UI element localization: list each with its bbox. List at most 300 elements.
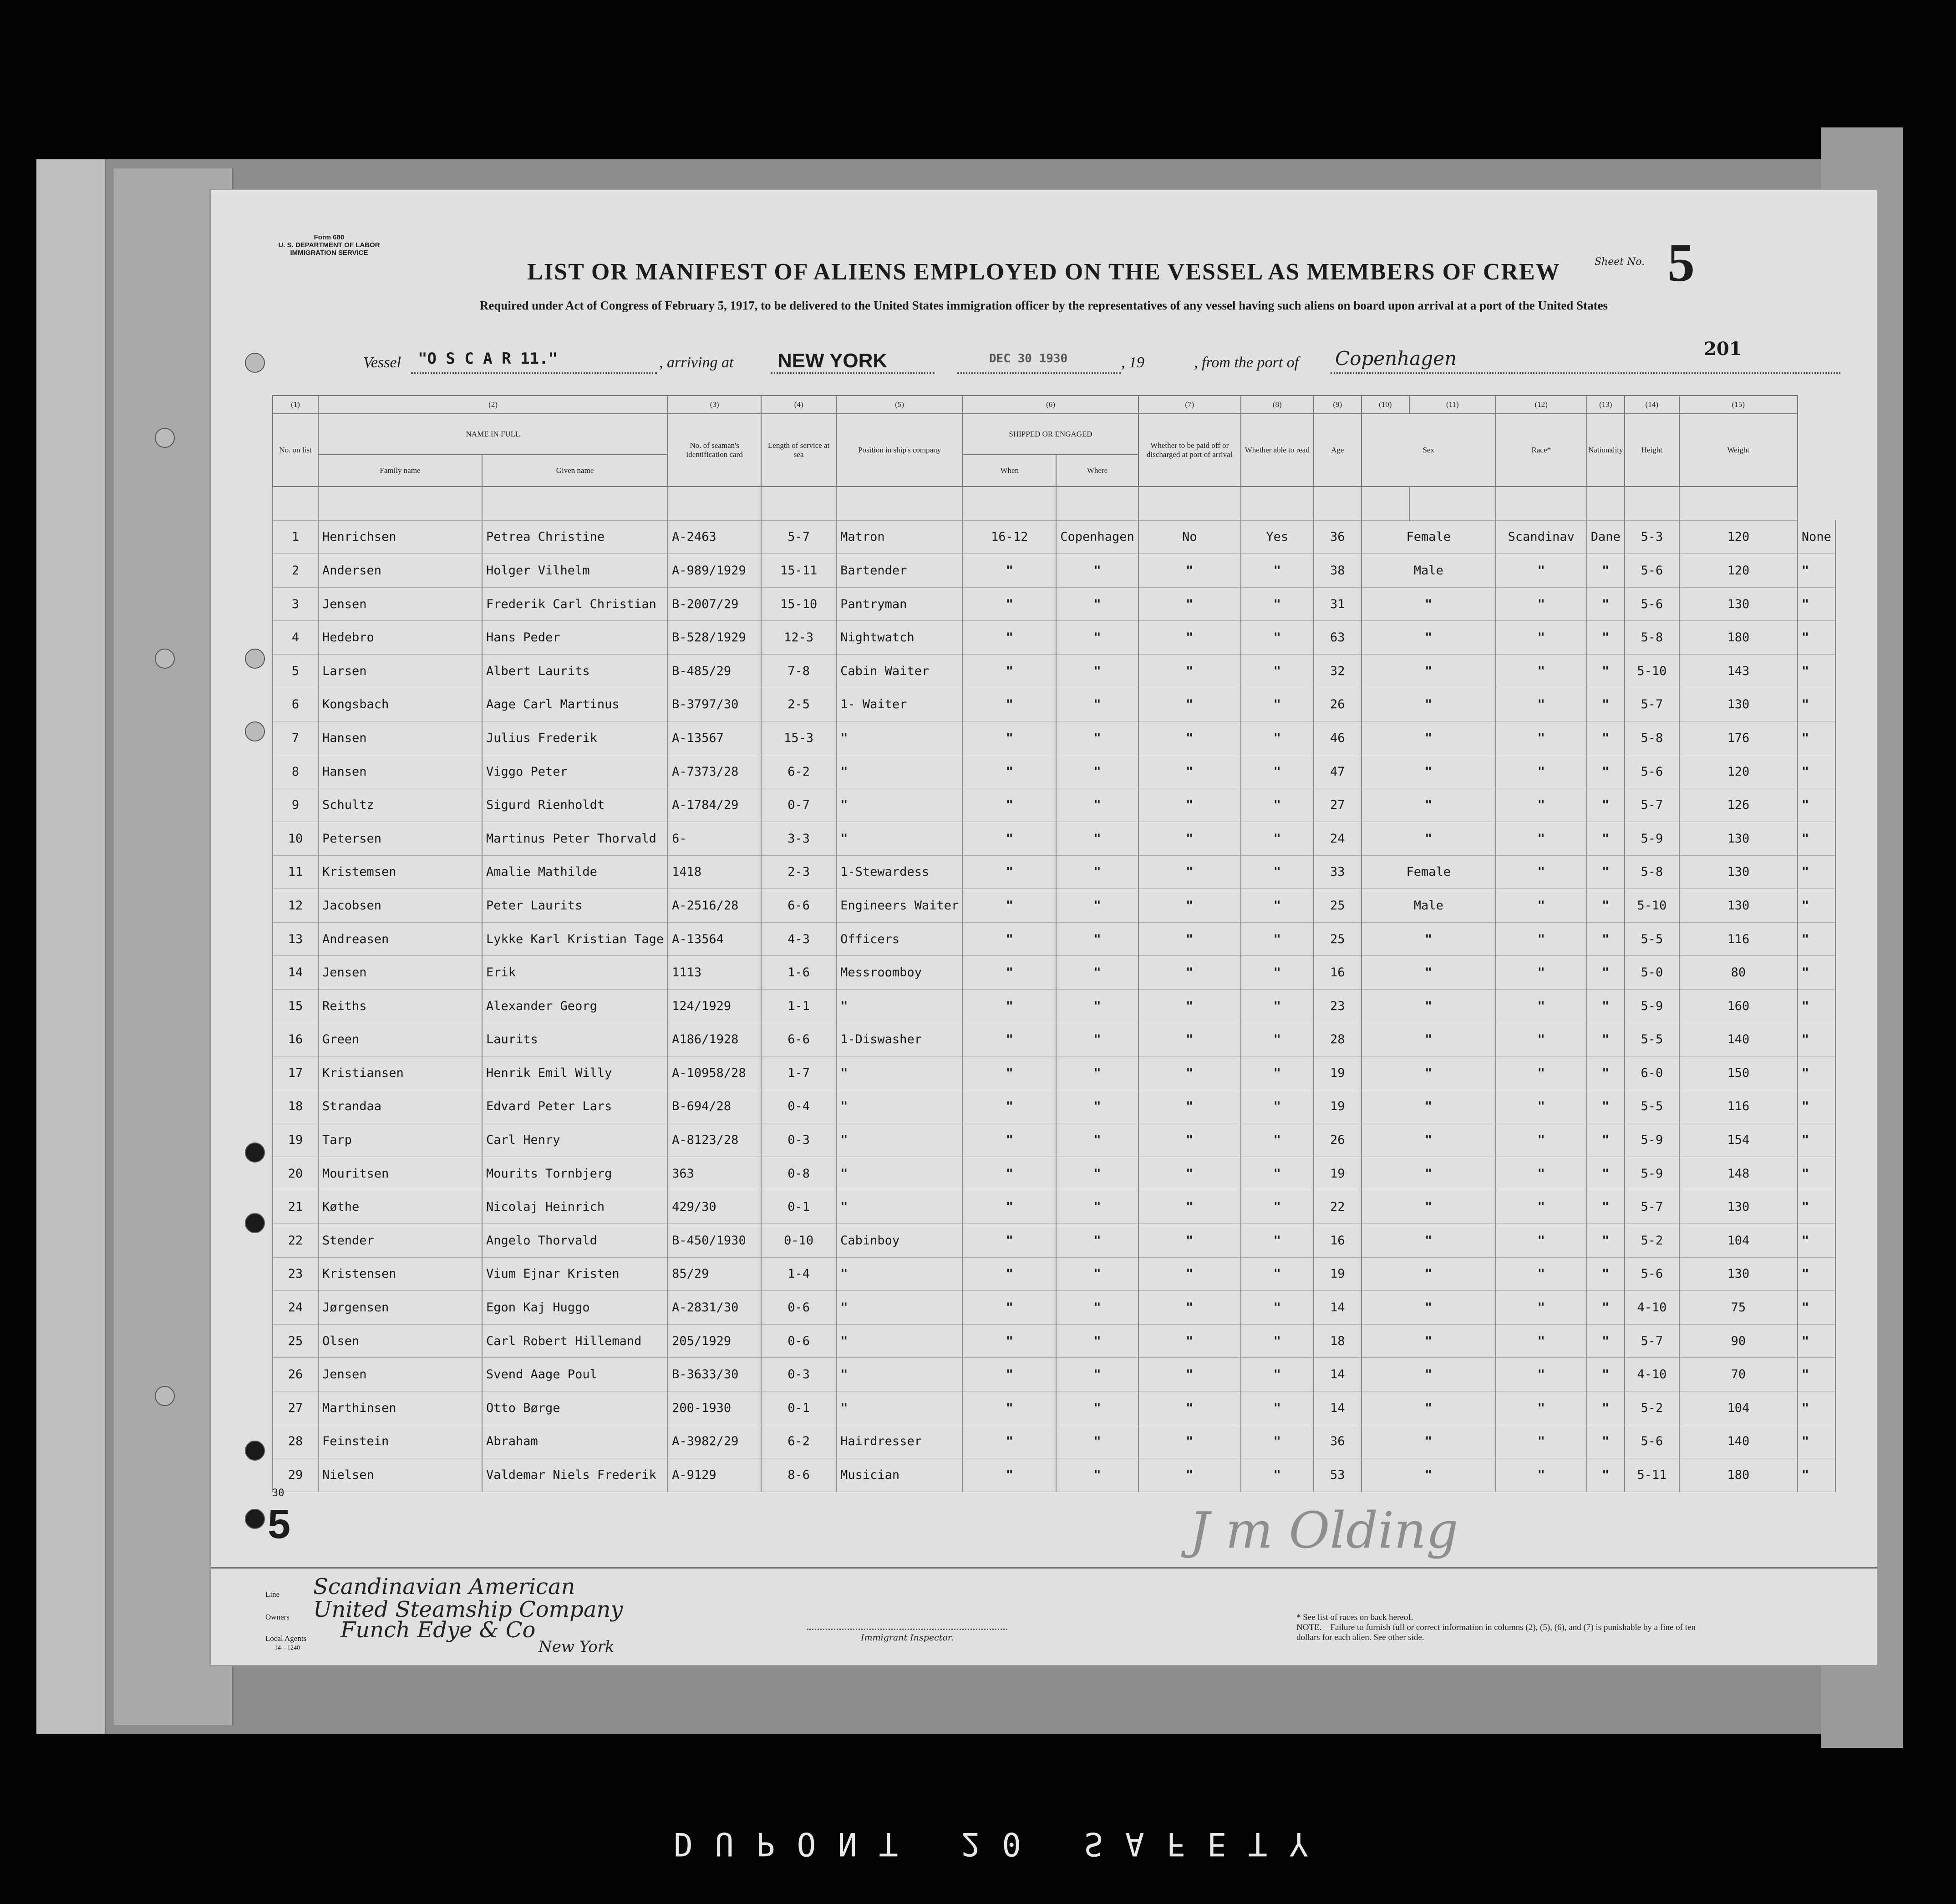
cell-weight: 70 xyxy=(1679,1358,1798,1391)
cell-service: 2-5 xyxy=(761,688,836,721)
cell-where: " xyxy=(1056,1123,1138,1157)
cell-paid: " xyxy=(1138,822,1241,855)
table-row xyxy=(273,822,1835,855)
arriving-port: NEW YORK xyxy=(777,350,888,372)
cell-marks: " xyxy=(1798,1157,1835,1190)
cell-service: 6-2 xyxy=(761,1425,836,1458)
cell-nationality: " xyxy=(1587,956,1625,990)
cell-no: 6 xyxy=(273,688,318,721)
cell-read: " xyxy=(1241,855,1314,889)
cell-family: Hansen xyxy=(318,721,482,755)
table-row xyxy=(273,1291,1835,1325)
cell-height: 5-6 xyxy=(1625,554,1679,588)
col-num-3: (3) xyxy=(668,396,761,414)
cell-family: Jensen xyxy=(318,956,482,990)
header-sex: Sex xyxy=(1362,414,1496,487)
cell-race: " xyxy=(1496,755,1587,788)
cell-marks: " xyxy=(1798,1425,1835,1458)
cell-card: B-3633/30 xyxy=(668,1358,761,1391)
arrival-date: DEC 30 1930 xyxy=(989,352,1068,366)
cell-read: " xyxy=(1241,654,1314,688)
cell-height: 5-10 xyxy=(1625,654,1679,688)
cell-card: B-528/1929 xyxy=(668,621,761,655)
table-row xyxy=(273,1324,1835,1358)
cell-where: " xyxy=(1056,1190,1138,1224)
cell-when: " xyxy=(963,1123,1056,1157)
cell-given: Svend Aage Poul xyxy=(482,1358,668,1391)
cell-sex: " xyxy=(1362,621,1496,655)
punch-hole xyxy=(155,1386,175,1406)
cell-weight: 160 xyxy=(1679,989,1798,1023)
cell-given: Vium Ejnar Kristen xyxy=(482,1257,668,1291)
cell-height: 5-6 xyxy=(1625,587,1679,621)
cell-position: " xyxy=(836,1291,963,1325)
cell-card: B-2007/29 xyxy=(668,587,761,621)
cell-race: " xyxy=(1496,1190,1587,1224)
cell-service: 1-4 xyxy=(761,1257,836,1291)
cell-no: 12 xyxy=(273,889,318,923)
footer-divider xyxy=(211,1567,1877,1569)
cell-family: Petersen xyxy=(318,822,482,855)
cell-paid: " xyxy=(1138,1056,1241,1090)
cell-sex: " xyxy=(1362,788,1496,822)
cell-card: 363 xyxy=(668,1157,761,1190)
cell-no: 28 xyxy=(273,1425,318,1458)
cell-card: A-1784/29 xyxy=(668,788,761,822)
cell-sex: Female xyxy=(1362,520,1496,554)
cell-no: 24 xyxy=(273,1291,318,1325)
header-position: Position in ship's company xyxy=(836,414,963,487)
cell-read: " xyxy=(1241,587,1314,621)
cell-height: 5-5 xyxy=(1625,1090,1679,1123)
cell-height: 5-2 xyxy=(1625,1224,1679,1258)
table-row xyxy=(273,1190,1835,1224)
cell-position: " xyxy=(836,989,963,1023)
cell-nationality: " xyxy=(1587,855,1625,889)
cell-marks: " xyxy=(1798,1123,1835,1157)
header-age: Age xyxy=(1314,414,1362,487)
col-num-5: (5) xyxy=(836,396,963,414)
page-number: 201 xyxy=(1704,338,1742,360)
table-row xyxy=(273,1458,1835,1492)
cell-no: 2 xyxy=(273,554,318,588)
cell-sex: " xyxy=(1362,1157,1496,1190)
col-num-4: (4) xyxy=(761,396,836,414)
cell-height: 5-6 xyxy=(1625,1425,1679,1458)
cell-sex: Male xyxy=(1362,889,1496,923)
cell-nationality: " xyxy=(1587,755,1625,788)
cell-family: Tarp xyxy=(318,1123,482,1157)
cell-nationality: " xyxy=(1587,1123,1625,1157)
cell-family: Strandaa xyxy=(318,1090,482,1123)
cell-weight: 116 xyxy=(1679,922,1798,956)
cell-marks: " xyxy=(1798,989,1835,1023)
cell-when: " xyxy=(963,1056,1056,1090)
vessel-underline xyxy=(411,372,657,374)
cell-height: 4-10 xyxy=(1625,1358,1679,1391)
cell-family: Nielsen xyxy=(318,1458,482,1492)
table-row xyxy=(273,721,1835,755)
cell-paid: " xyxy=(1138,1458,1241,1492)
cell-read: " xyxy=(1241,1190,1314,1224)
cell-nationality: " xyxy=(1587,1257,1625,1291)
cell-weight: 180 xyxy=(1679,621,1798,655)
cell-where: " xyxy=(1056,1157,1138,1190)
cell-marks: " xyxy=(1798,1190,1835,1224)
cell-card: B-3797/30 xyxy=(668,688,761,721)
page-title: LIST OR MANIFEST OF ALIENS EMPLOYED ON THE VESSEL AS MEMBERS OF CREW xyxy=(527,259,1560,285)
cell-position: Matron xyxy=(836,520,963,554)
cell-service: 0-3 xyxy=(761,1123,836,1157)
cell-nationality: " xyxy=(1587,1023,1625,1056)
cell-sex: " xyxy=(1362,587,1496,621)
cell-service: 6-6 xyxy=(761,1023,836,1056)
cell-service: 15-3 xyxy=(761,721,836,755)
cell-when: " xyxy=(963,989,1056,1023)
cell-race: " xyxy=(1496,688,1587,721)
cell-race: " xyxy=(1496,1123,1587,1157)
cell-no: 16 xyxy=(273,1023,318,1056)
cell-height: 5-6 xyxy=(1625,755,1679,788)
header-height: Height xyxy=(1625,414,1679,487)
crew-table-body xyxy=(273,487,1835,1492)
cell-no: 10 xyxy=(273,822,318,855)
table-row xyxy=(273,1358,1835,1391)
cell-sex: " xyxy=(1362,688,1496,721)
table-row xyxy=(273,1023,1835,1056)
cell-age: 26 xyxy=(1314,688,1362,721)
cell-paid: " xyxy=(1138,1090,1241,1123)
cell-when: " xyxy=(963,1157,1056,1190)
cell-no: 14 xyxy=(273,956,318,990)
cell-card: B-485/29 xyxy=(668,654,761,688)
cell-height: 6-0 xyxy=(1625,1056,1679,1090)
cell-when: " xyxy=(963,1190,1056,1224)
cell-weight: 126 xyxy=(1679,788,1798,822)
cell-weight: 130 xyxy=(1679,822,1798,855)
cell-no: 11 xyxy=(273,855,318,889)
cell-no: 7 xyxy=(273,721,318,755)
cell-where: " xyxy=(1056,1458,1138,1492)
cell-age: 22 xyxy=(1314,1190,1362,1224)
cell-service: 5-7 xyxy=(761,520,836,554)
table-row xyxy=(273,1224,1835,1258)
vessel-name: "O S C A R 11." xyxy=(418,350,558,368)
cell-position: 1-Diswasher xyxy=(836,1023,963,1056)
cell-no: 4 xyxy=(273,621,318,655)
cell-paid: " xyxy=(1138,956,1241,990)
cell-family: Kongsbach xyxy=(318,688,482,721)
cell-service: 0-6 xyxy=(761,1324,836,1358)
cell-weight: 90 xyxy=(1679,1324,1798,1358)
punch-hole xyxy=(155,428,175,448)
cell-sex: " xyxy=(1362,822,1496,855)
cell-card: 200-1930 xyxy=(668,1391,761,1425)
footer-note xyxy=(1296,1613,1706,1643)
cell-card: A-2463 xyxy=(668,520,761,554)
cell-no: 8 xyxy=(273,755,318,788)
cell-service: 15-11 xyxy=(761,554,836,588)
cell-given: Hans Peder xyxy=(482,621,668,655)
cell-read: " xyxy=(1241,621,1314,655)
cell-marks: " xyxy=(1798,1056,1835,1090)
cell-read: " xyxy=(1241,1391,1314,1425)
cell-nationality: " xyxy=(1587,822,1625,855)
table-row xyxy=(273,1157,1835,1190)
cell-race: " xyxy=(1496,989,1587,1023)
cell-read: " xyxy=(1241,1324,1314,1358)
cell-when: 16-12 xyxy=(963,520,1056,554)
cell-weight: 150 xyxy=(1679,1056,1798,1090)
cell-given: Carl Henry xyxy=(482,1123,668,1157)
cell-given: Angelo Thorvald xyxy=(482,1224,668,1258)
cell-when: " xyxy=(963,1023,1056,1056)
col-num-10: (10) xyxy=(1362,396,1409,414)
fine-note: NOTE.—Failure to furnish full or correct information in columns (2), (5), (6), and (7) is punishable by a fine of ten dollars for each alien. See other side. xyxy=(1296,1623,1696,1642)
cell-where: " xyxy=(1056,688,1138,721)
cell-age: 19 xyxy=(1314,1090,1362,1123)
sheet-number: 5 xyxy=(1667,232,1695,293)
cell-weight: 140 xyxy=(1679,1425,1798,1458)
cell-weight: 120 xyxy=(1679,554,1798,588)
header-shipped: SHIPPED OR ENGAGED xyxy=(963,414,1138,455)
cell-when: " xyxy=(963,855,1056,889)
cell-weight: 130 xyxy=(1679,587,1798,621)
cell-nationality: " xyxy=(1587,889,1625,923)
cell-service: 0-10 xyxy=(761,1224,836,1258)
table-row xyxy=(273,587,1835,621)
cell-family: Kristensen xyxy=(318,1257,482,1291)
cell-position: Cabinboy xyxy=(836,1224,963,1258)
col-num-12: (12) xyxy=(1496,396,1587,414)
col-num-15: (15) xyxy=(1679,396,1798,414)
cell-sex: " xyxy=(1362,755,1496,788)
cell-paid: " xyxy=(1138,1291,1241,1325)
cell-no: 15 xyxy=(273,989,318,1023)
cell-nationality: " xyxy=(1587,1157,1625,1190)
cell-read: " xyxy=(1241,1056,1314,1090)
cell-family: Køthe xyxy=(318,1190,482,1224)
cell-given: Nicolaj Heinrich xyxy=(482,1190,668,1224)
table-row xyxy=(273,922,1835,956)
cell-given: Erik xyxy=(482,956,668,990)
cell-given: Aage Carl Martinus xyxy=(482,688,668,721)
cell-read: " xyxy=(1241,922,1314,956)
inspector-label: Immigrant Inspector. xyxy=(807,1629,1007,1643)
cell-where: " xyxy=(1056,654,1138,688)
cell-family: Henrichsen xyxy=(318,520,482,554)
cell-family: Hansen xyxy=(318,755,482,788)
cell-service: 12-3 xyxy=(761,621,836,655)
cell-read: " xyxy=(1241,688,1314,721)
agents-city: New York xyxy=(539,1638,615,1656)
cell-where: " xyxy=(1056,1056,1138,1090)
cell-service: 2-3 xyxy=(761,855,836,889)
cell-marks: " xyxy=(1798,822,1835,855)
form-code: 14—1240 xyxy=(274,1645,300,1651)
cell-sex: " xyxy=(1362,989,1496,1023)
cell-family: Kristiansen xyxy=(318,1056,482,1090)
cell-position: " xyxy=(836,1123,963,1157)
cell-family: Stender xyxy=(318,1224,482,1258)
cell-service: 1-7 xyxy=(761,1056,836,1090)
cell-marks: " xyxy=(1798,755,1835,788)
cell-where: " xyxy=(1056,1291,1138,1325)
cell-family: Mouritsen xyxy=(318,1157,482,1190)
cell-when: " xyxy=(963,1425,1056,1458)
cell-paid: " xyxy=(1138,1391,1241,1425)
cell-sex: " xyxy=(1362,1324,1496,1358)
cell-position: Officers xyxy=(836,922,963,956)
cell-age: 16 xyxy=(1314,956,1362,990)
cell-height: 4-10 xyxy=(1625,1291,1679,1325)
left-page-edge xyxy=(36,159,106,1734)
cell-position: 1-Stewardess xyxy=(836,855,963,889)
cell-card: A186/1928 xyxy=(668,1023,761,1056)
cell-when: " xyxy=(963,1291,1056,1325)
cell-race: " xyxy=(1496,822,1587,855)
cell-weight: 140 xyxy=(1679,1023,1798,1056)
cell-given: Viggo Peter xyxy=(482,755,668,788)
cell-when: " xyxy=(963,1224,1056,1258)
cell-service: 0-1 xyxy=(761,1190,836,1224)
cell-where: " xyxy=(1056,1257,1138,1291)
cell-sex: " xyxy=(1362,1190,1496,1224)
agents-value: Funch Edye & Co xyxy=(340,1617,536,1643)
cell-where: " xyxy=(1056,956,1138,990)
table-row xyxy=(273,989,1835,1023)
cell-position: Hairdresser xyxy=(836,1425,963,1458)
cell-race: " xyxy=(1496,1291,1587,1325)
page-subtitle: Required under Act of Congress of February 5, 1917, to be delivered to the United States immigration officer by the representatives of any vessel having such aliens on board upon arrival at a port of the United States xyxy=(479,299,1608,312)
header-no: No. on list xyxy=(273,414,318,487)
cell-weight: 120 xyxy=(1679,520,1798,554)
col-num-7: (7) xyxy=(1138,396,1241,414)
cell-age: 19 xyxy=(1314,1056,1362,1090)
cell-read: " xyxy=(1241,1358,1314,1391)
table-row xyxy=(273,1391,1835,1425)
cell-weight: 143 xyxy=(1679,654,1798,688)
cell-card: 205/1929 xyxy=(668,1324,761,1358)
cell-race: " xyxy=(1496,855,1587,889)
cell-given: Abraham xyxy=(482,1425,668,1458)
cell-height: 5-7 xyxy=(1625,688,1679,721)
cell-race: " xyxy=(1496,788,1587,822)
cell-family: Marthinsen xyxy=(318,1391,482,1425)
cell-given: Albert Laurits xyxy=(482,654,668,688)
cell-when: " xyxy=(963,755,1056,788)
cell-service: 8-6 xyxy=(761,1458,836,1492)
cell-race: " xyxy=(1496,621,1587,655)
cell-weight: 180 xyxy=(1679,1458,1798,1492)
cell-given: Holger Vilhelm xyxy=(482,554,668,588)
cell-when: " xyxy=(963,1257,1056,1291)
cell-when: " xyxy=(963,956,1056,990)
cell-card: 85/29 xyxy=(668,1257,761,1291)
cell-age: 53 xyxy=(1314,1458,1362,1492)
cell-no: 22 xyxy=(273,1224,318,1258)
cell-card: A-8123/28 xyxy=(668,1123,761,1157)
cell-nationality: " xyxy=(1587,554,1625,588)
cell-service: 1-6 xyxy=(761,956,836,990)
cell-nationality: " xyxy=(1587,1291,1625,1325)
cell-weight: 130 xyxy=(1679,855,1798,889)
punch-hole xyxy=(245,1441,265,1461)
cell-height: 5-3 xyxy=(1625,520,1679,554)
cell-position: " xyxy=(836,755,963,788)
manifest-sheet xyxy=(209,189,1878,1666)
cell-where: " xyxy=(1056,755,1138,788)
col-num-1: (1) xyxy=(273,396,318,414)
cell-race: " xyxy=(1496,1023,1587,1056)
cell-weight: 116 xyxy=(1679,1090,1798,1123)
cell-family: Jensen xyxy=(318,1358,482,1391)
cell-card: A-13567 xyxy=(668,721,761,755)
cell-sex: " xyxy=(1362,1358,1496,1391)
cell-race: " xyxy=(1496,721,1587,755)
cell-when: " xyxy=(963,1324,1056,1358)
cell-marks: " xyxy=(1798,1224,1835,1258)
cell-paid: " xyxy=(1138,554,1241,588)
cell-nationality: " xyxy=(1587,1458,1625,1492)
cell-when: " xyxy=(963,822,1056,855)
cell-marks: " xyxy=(1798,889,1835,923)
cell-where: " xyxy=(1056,1023,1138,1056)
cell-position: " xyxy=(836,721,963,755)
cell-service: 4-3 xyxy=(761,922,836,956)
cell-paid: " xyxy=(1138,654,1241,688)
cell-marks: " xyxy=(1798,688,1835,721)
cell-no: 21 xyxy=(273,1190,318,1224)
cell-when: " xyxy=(963,688,1056,721)
col-num-8: (8) xyxy=(1241,396,1314,414)
cell-race: " xyxy=(1496,654,1587,688)
arriving-underline xyxy=(771,372,935,374)
table-row xyxy=(273,654,1835,688)
cell-age: 31 xyxy=(1314,587,1362,621)
cell-age: 36 xyxy=(1314,520,1362,554)
cell-read: " xyxy=(1241,554,1314,588)
cell-read: " xyxy=(1241,755,1314,788)
margin-sheet-number: 5 xyxy=(268,1502,291,1547)
cell-race: " xyxy=(1496,956,1587,990)
cell-nationality: " xyxy=(1587,1090,1625,1123)
cell-family: Feinstein xyxy=(318,1425,482,1458)
cell-paid: " xyxy=(1138,1257,1241,1291)
cell-given: Frederik Carl Christian xyxy=(482,587,668,621)
cell-paid: No xyxy=(1138,520,1241,554)
cell-when: " xyxy=(963,621,1056,655)
cell-service: 0-1 xyxy=(761,1391,836,1425)
cell-race: " xyxy=(1496,554,1587,588)
cell-when: " xyxy=(963,922,1056,956)
cell-height: 5-8 xyxy=(1625,621,1679,655)
cell-race: " xyxy=(1496,922,1587,956)
cell-card: A-9129 xyxy=(668,1458,761,1492)
cell-where: " xyxy=(1056,989,1138,1023)
cell-when: " xyxy=(963,554,1056,588)
cell-card: A-2516/28 xyxy=(668,889,761,923)
cell-read: " xyxy=(1241,956,1314,990)
cell-paid: " xyxy=(1138,922,1241,956)
cell-when: " xyxy=(963,788,1056,822)
cell-when: " xyxy=(963,654,1056,688)
cell-age: 28 xyxy=(1314,1023,1362,1056)
cell-age: 27 xyxy=(1314,788,1362,822)
cell-where: " xyxy=(1056,621,1138,655)
table-row xyxy=(273,889,1835,923)
cell-family: Reiths xyxy=(318,989,482,1023)
